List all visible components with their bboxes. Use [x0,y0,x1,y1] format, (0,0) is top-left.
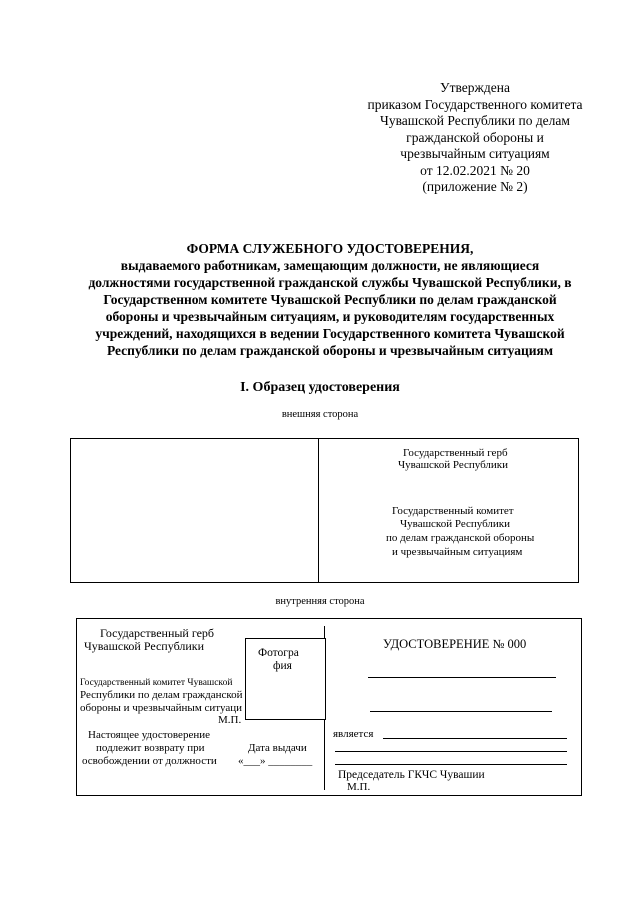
outer-committee-line: Чувашской Республики [400,518,511,530]
title-line: Республики по делам гражданской обороны и чрезвычайным ситуациям [106,343,554,358]
blank-line [368,677,556,678]
is-label: является [333,728,374,740]
outer-emblem-line: Чувашской Республики [398,459,509,471]
photo-label-line: Фотогра [258,647,299,659]
outer-committee-line: и чрезвычайным ситуациям [392,546,523,558]
outer-committee-line: по делам гражданской обороны [386,532,535,544]
certificate-title: УДОСТОВЕРЕНИЕ № 000 [383,637,527,651]
chairman-stamp: М.П. [347,781,371,793]
outer-caption: внешняя сторона [281,409,359,420]
title-line: ФОРМА СЛУЖЕБНОГО УДОСТОВЕРЕНИЯ, [186,241,474,256]
blank-line [335,764,567,765]
approval-line: (приложение № 2) [422,179,528,194]
issue-date-value: «___» ________ [238,755,313,767]
outer-divider [318,438,319,583]
title-line: учреждений, находящихся в ведении Государственного комитета Чувашской [95,326,565,341]
approval-line: Чувашской Республики по делам [380,113,570,128]
title-line: выдаваемого работникам, замещающим должности, не являющиеся [120,258,540,273]
blank-line [370,711,552,712]
title-line: обороны и чрезвычайным ситуациям, и руководителям государственных [105,309,555,324]
title-line: Государственном комитете Чувашской Республики по делам гражданской [103,292,557,307]
approval-line: чрезвычайным ситуациям [400,146,550,161]
chairman-signature: Председатель ГКЧС Чувашии [338,769,485,781]
inner-committee-line: обороны и чрезвычайным ситуаци [80,702,242,714]
outer-emblem-line: Государственный герб [403,447,508,459]
inner-stamp: М.П. [218,714,242,726]
inner-emblem-line: Государственный герб [100,626,215,640]
approval-block [340,80,610,196]
issue-date-label: Дата выдачи [248,742,307,754]
title-line: должностями государственной гражданской службы Чувашской Республики, в [88,275,572,290]
approval-line: Утверждена [440,80,510,95]
outer-committee-line: Государственный комитет [392,505,514,517]
approval-line: гражданской обороны и [406,129,544,145]
blank-line [335,751,567,752]
approval-line: от 12.02.2021 № 20 [420,162,530,178]
approval-line: приказом Государственного комитета [367,96,583,112]
document-title [70,240,590,359]
inner-caption: внутренняя сторона [275,596,365,607]
inner-committee-line: Государственный комитет Чувашской [80,678,233,688]
section-title: I. Образец удостоверения [240,380,400,395]
blank-line [383,738,567,739]
inner-emblem-line: Чувашской Республики [84,639,205,653]
inner-committee-line: Республики по делам гражданской [80,689,243,701]
return-note-line: Настоящее удостоверение [88,729,210,741]
photo-label-line: фия [273,660,292,672]
return-note-line: освобождении от должности [82,755,217,767]
return-note-line: подлежит возврату при [96,742,205,754]
